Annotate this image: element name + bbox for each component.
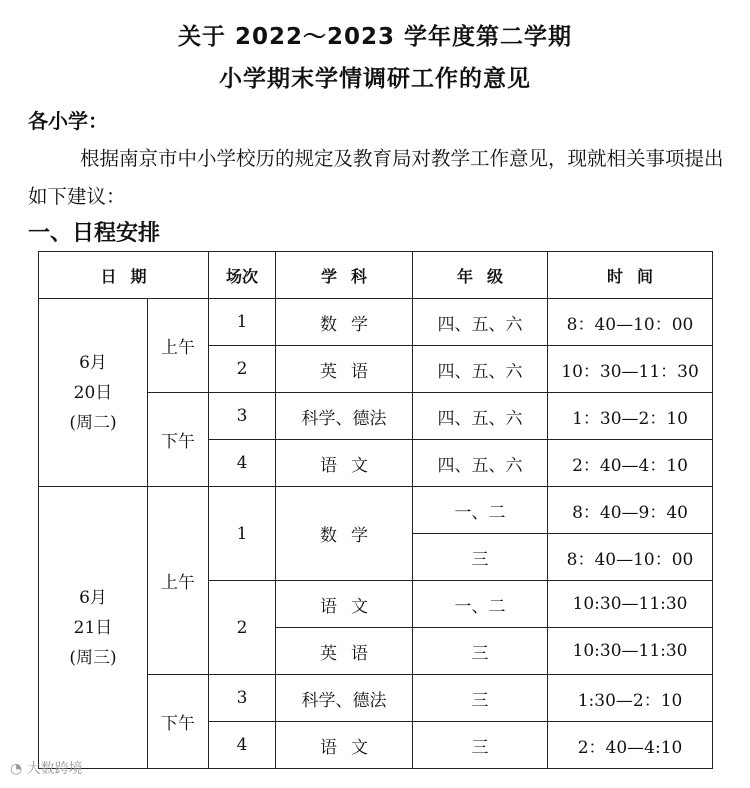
date-month: 6月 bbox=[79, 352, 107, 373]
section-heading-schedule: 一、日程安排 bbox=[28, 221, 161, 246]
period-am: 上午 bbox=[148, 487, 209, 675]
time-cell: 10：30—11：30 bbox=[548, 346, 713, 393]
date-day: 20日 bbox=[73, 382, 113, 403]
grade-cell: 一、二 bbox=[413, 487, 548, 534]
session-cell: 1 bbox=[209, 299, 276, 346]
session-cell: 1 bbox=[209, 487, 276, 581]
grade-cell: 三 bbox=[413, 675, 548, 722]
schedule-table bbox=[38, 251, 713, 769]
date-month: 6月 bbox=[79, 587, 107, 608]
time-cell: 1：30—2：10 bbox=[548, 393, 713, 440]
time-cell: 8：40—9：40 bbox=[548, 487, 713, 534]
document-title-line1: 关于 2022～2023 学年度第二学期 bbox=[177, 24, 573, 50]
time-cell: 10:30—11:30 bbox=[548, 628, 713, 675]
header-grade: 年级 bbox=[413, 252, 548, 299]
subject-cell: 英语 bbox=[276, 628, 413, 675]
grade-cell: 四、五、六 bbox=[413, 346, 548, 393]
session-cell: 3 bbox=[209, 393, 276, 440]
subject-cell: 语文 bbox=[276, 722, 413, 769]
period-pm: 下午 bbox=[148, 675, 209, 769]
watermark-text: 大数跨境 bbox=[26, 761, 83, 777]
header-time: 时间 bbox=[548, 252, 713, 299]
grade-cell: 一、二 bbox=[413, 581, 548, 628]
time-cell: 8：40—10：00 bbox=[548, 534, 713, 581]
subject-cell: 语文 bbox=[276, 581, 413, 628]
table-row bbox=[39, 299, 713, 346]
document-title-line2: 小学期末学情调研工作的意见 bbox=[219, 66, 531, 92]
time-cell: 1:30—2：10 bbox=[548, 675, 713, 722]
time-cell: 2：40—4：10 bbox=[548, 440, 713, 487]
subject-cell: 英语 bbox=[276, 346, 413, 393]
table-row bbox=[39, 487, 713, 534]
header-session: 场次 bbox=[209, 252, 276, 299]
time-cell: 2：40—4:10 bbox=[548, 722, 713, 769]
date-cell-day2 bbox=[39, 487, 148, 769]
session-cell: 4 bbox=[209, 722, 276, 769]
subject-cell: 科学、德法 bbox=[276, 675, 413, 722]
session-cell: 4 bbox=[209, 440, 276, 487]
period-pm: 下午 bbox=[148, 393, 209, 487]
subject-cell: 数学 bbox=[276, 487, 413, 581]
grade-cell: 四、五、六 bbox=[413, 440, 548, 487]
watermark-logo-icon: ◔ bbox=[10, 761, 27, 777]
time-cell: 10:30—11:30 bbox=[548, 581, 713, 628]
grade-cell: 四、五、六 bbox=[413, 393, 548, 440]
subject-cell: 语文 bbox=[276, 440, 413, 487]
date-weekday: (周二) bbox=[69, 412, 117, 433]
addressee: 各小学： bbox=[28, 109, 108, 133]
table-header-row bbox=[39, 252, 713, 299]
header-date: 日期 bbox=[39, 252, 209, 299]
grade-cell: 四、五、六 bbox=[413, 299, 548, 346]
watermark bbox=[10, 758, 83, 778]
subject-cell: 数学 bbox=[276, 299, 413, 346]
intro-paragraph bbox=[28, 140, 728, 216]
header-subject: 学科 bbox=[276, 252, 413, 299]
time-cell: 8：40—10：00 bbox=[548, 299, 713, 346]
grade-cell: 三 bbox=[413, 628, 548, 675]
grade-cell: 三 bbox=[413, 722, 548, 769]
date-cell-day1 bbox=[39, 299, 148, 487]
date-weekday: (周三) bbox=[69, 647, 117, 668]
session-cell: 2 bbox=[209, 346, 276, 393]
period-am: 上午 bbox=[148, 299, 209, 393]
session-cell: 2 bbox=[209, 581, 276, 675]
grade-cell: 三 bbox=[413, 534, 548, 581]
session-cell: 3 bbox=[209, 675, 276, 722]
intro-paragraph-text: 根据南京市中小学校历的规定及教育局对教学工作意见，现就相关事项提出如下建议： bbox=[28, 147, 724, 208]
date-day: 21日 bbox=[73, 617, 113, 638]
subject-cell: 科学、德法 bbox=[276, 393, 413, 440]
